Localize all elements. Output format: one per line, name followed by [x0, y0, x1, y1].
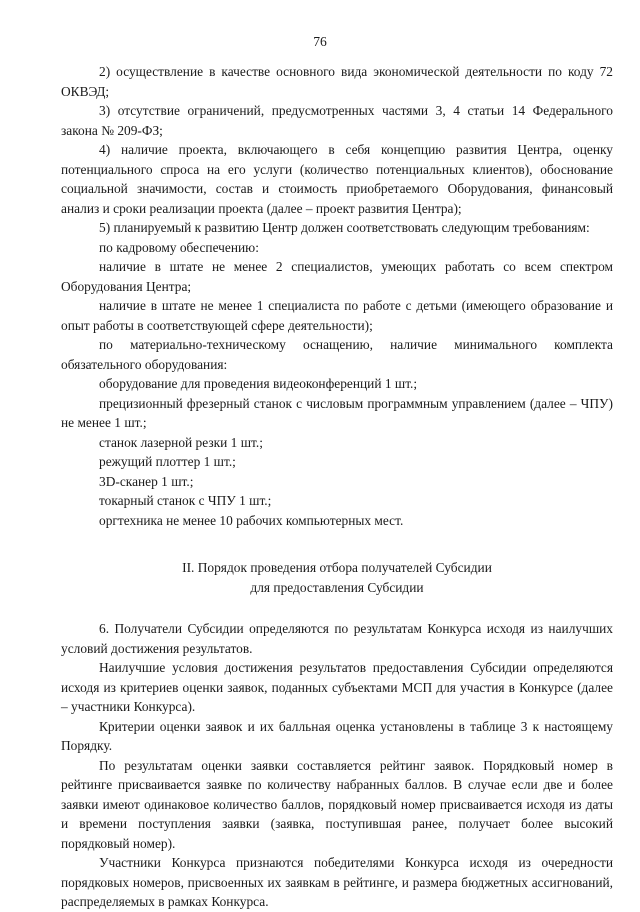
paragraph-clause-6: 6. Получатели Субсидии определяются по результатам Конкурса исходя из наилучших условий достижения результатов.	[61, 621, 613, 656]
section-title-line-2: для предоставления Субсидии	[250, 579, 424, 595]
equipment-item: токарный станок с ЧПУ 1 шт.;	[99, 493, 272, 508]
equipment-item: оборудование для проведения видеоконференций 1 шт.;	[99, 376, 418, 391]
section-title	[61, 558, 613, 597]
section-title-line-1: II. Порядок проведения отбора получателей Субсидии	[182, 560, 492, 575]
equipment-item: прецизионный фрезерный станок с числовым программным управлением (далее – ЧПУ) не менее 1 шт.;	[61, 395, 613, 430]
paragraph-item-2: 2) осуществление в качестве основного вида экономической деятельности по коду 72 ОКВЭД;	[61, 64, 613, 99]
equipment-item: режущий плоттер 1 шт.;	[99, 454, 236, 469]
equipment-item: 3D-сканер 1 шт.;	[99, 473, 194, 489]
document-body	[61, 62, 613, 912]
page-number: 76	[313, 34, 327, 49]
paragraph-best-conditions: Наилучшие условия достижения результатов предоставления Субсидии определяются исходя из критериев оценки заявок, поданных субъектами МСП для участия в Конкурсе (далее – участники Конкурса).	[61, 660, 613, 714]
staffing-item: наличие в штате не менее 1 специалиста по работе с детьми (имеющего образование и опыт работы в соответствующей сфере деятельности);	[61, 298, 613, 333]
equipment-item: станок лазерной резки 1 шт.;	[99, 434, 263, 450]
paragraph-item-3: 3) отсутствие ограничений, предусмотренных частями 3, 4 статьи 14 Федерального закона № 209-ФЗ;	[61, 103, 613, 138]
paragraph-winners: Участники Конкурса признаются победителями Конкурса исходя из очередности порядковых номеров, присвоенных их заявкам в рейтинге, и размера бюджетных ассигнований, распределяемых в рамках Конкурса.	[61, 855, 613, 909]
paragraph-item-4: 4) наличие проекта, включающего в себя концепцию развития Центра, оценку потенциального спроса на его услуги (количество потенциальных клиентов), обоснование социальной значимости, состав и стоимость приобретаемого Оборудования, финансовый анализ и сроки реализации проекта (далее – проект развития Центра);	[61, 142, 613, 216]
staffing-heading: по кадровому обеспечению:	[99, 239, 259, 255]
staffing-item: наличие в штате не менее 2 специалистов, умеющих работать со всем спектром Оборудования Центра;	[61, 259, 613, 294]
paragraph-criteria: Критерии оценки заявок и их балльная оценка установлены в таблице 3 к настоящему Порядку.	[61, 718, 613, 753]
equipment-heading: по материально-техническому оснащению, наличие минимального комплекта обязательного оборудования:	[61, 337, 613, 372]
equipment-item: оргтехника не менее 10 рабочих компьютерных мест.	[99, 512, 404, 528]
paragraph-rating: По результатам оценки заявки составляется рейтинг заявок. Порядковый номер в рейтинге присваивается заявке по количеству набранных баллов. В случае если две и более заявки имеют одинаковое количество баллов, порядковый номер присваивается исходя из даты и времени поступления заявки (заявка, поступившая ранее, получает более высокий порядковый номер).	[61, 757, 613, 851]
paragraph-item-5: 5) планируемый к развитию Центр должен соответствовать следующим требованиям:	[99, 220, 590, 235]
